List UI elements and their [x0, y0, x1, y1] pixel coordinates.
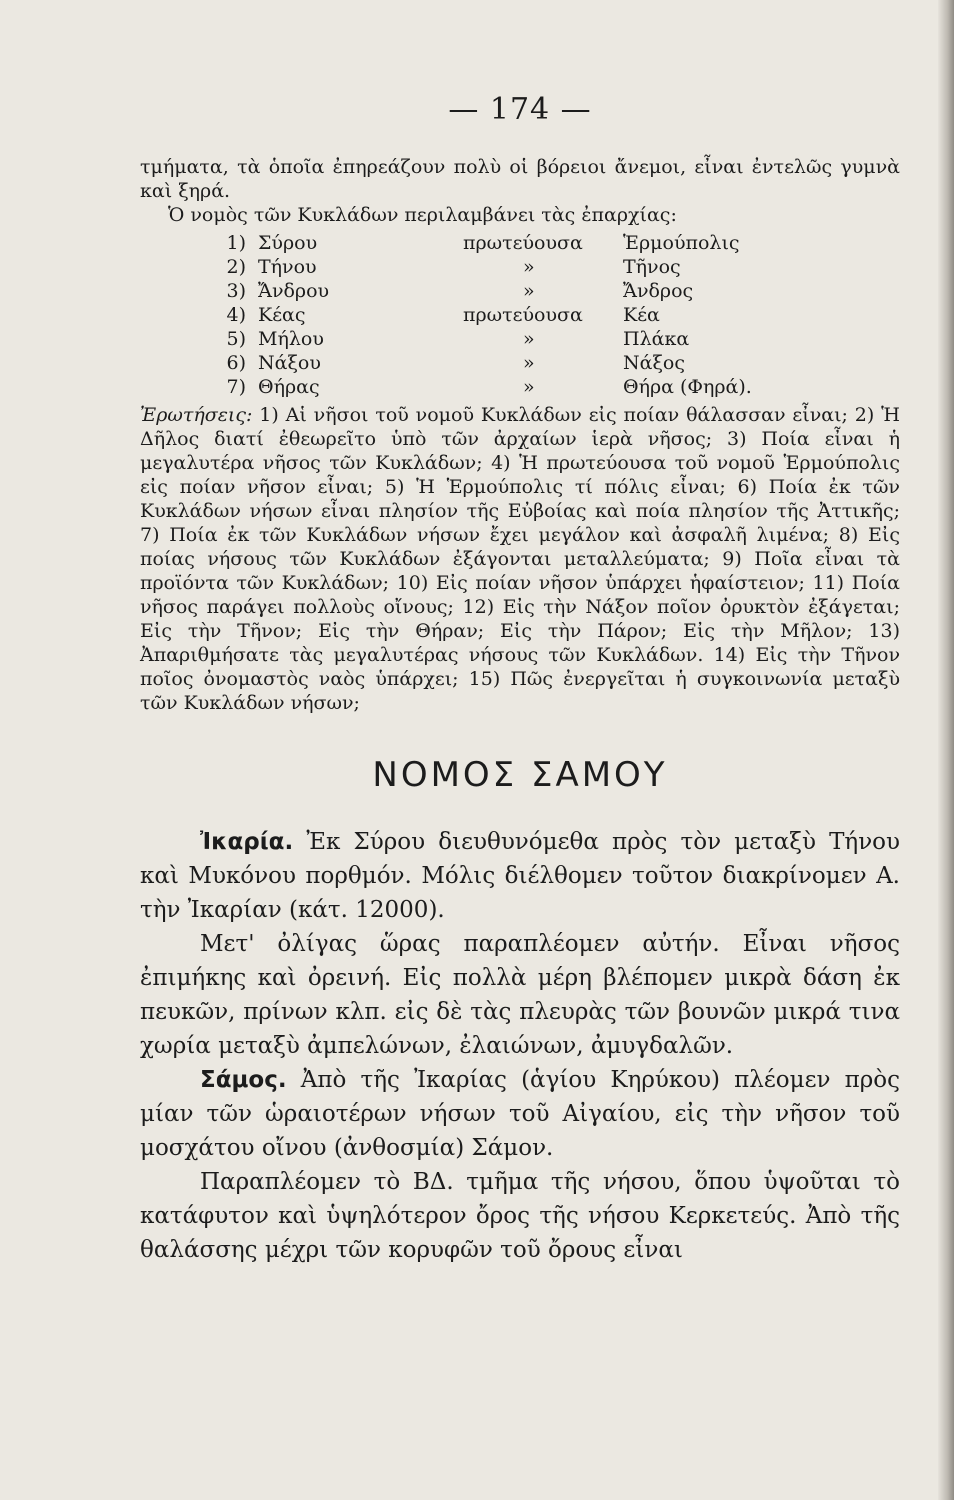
- province-name: Σύρου: [258, 232, 318, 254]
- province-capital: Πλάκα: [623, 328, 690, 350]
- capital-label: »: [523, 328, 535, 350]
- province-capital: Θήρα (Φηρά).: [623, 376, 752, 398]
- province-number: 7): [226, 376, 246, 398]
- questions-label: Ἐρωτήσεις:: [140, 404, 253, 426]
- capital-label: πρωτεύουσα: [463, 304, 583, 326]
- questions-paragraph: [140, 403, 900, 715]
- provinces-lead: Ὁ νομὸς τῶν Κυκλάδων περιλαμβάνει τὰς ἐπαρχίας:: [168, 204, 677, 226]
- ikaria-term: Ἰκαρία.: [200, 829, 294, 855]
- province-name: Θήρας: [258, 376, 320, 398]
- province-name: Τήνου: [258, 256, 317, 278]
- province-number: 5): [226, 328, 246, 350]
- samos-text: Ἀπὸ τῆς Ἰκαρίας (ἁγίου Κηρύκου) πλέομεν πρὸς μίαν τῶν ὡραιοτέρων νήσων τοῦ Αἰγαίου, εἰς τὴν νῆσον τοῦ μοσχάτου οἴνου (ἀνθοσμία) Σάμον.: [140, 1067, 900, 1161]
- book-binding-edge: [938, 0, 954, 1500]
- province-capital: Ἄνδρος: [623, 280, 694, 302]
- province-name: Μήλου: [258, 328, 324, 350]
- province-row: [140, 231, 900, 255]
- ikaria-text: Ἐκ Σύρου διευθυνόμεθα πρὸς τὸν μεταξὺ Τήνου καὶ Μυκόνου πορθμόν. Μόλις διέλθομεν τοῦτον διακρίνομεν Α. τὴν Ἰκαρίαν (κάτ. 12000).: [140, 829, 901, 923]
- capital-label: »: [523, 256, 535, 278]
- capital-label: »: [523, 280, 535, 302]
- province-row: [140, 279, 900, 303]
- questions-text: 1) Αἱ νῆσοι τοῦ νομοῦ Κυκλάδων εἰς ποίαν θάλασσαν εἶναι; 2) Ἡ Δῆλος διατί ἐθεωρεῖτο ὑπὸ τῶν ἀρχαίων ἱερὰ νῆσος; 3) Ποία εἶναι ἡ μεγαλυτέρα νῆσος τῶν Κυκλάδων; 4) Ἡ πρωτεύουσα τοῦ νομοῦ Ἑρμούπολις εἰς ποίαν νῆσον εἶναι; 5) Ἡ Ἑρμούπολις τί πόλις εἶναι; 6) Ποία ἐκ τῶν Κυκλάδων νήσων εἶναι πλησίον τῆς Εὐβοίας καὶ ποία πλησίον τῆς Ἀττικῆς; 7) Ποία ἐκ τῶν Κυκλάδων νήσων ἔχει μεγάλον καὶ ἀσφαλῆ λιμένα; 8) Εἰς ποίας νήσους τῶν Κυκλάδων ἐξάγονται μεταλλεύματα; 9) Ποῖα εἶναι τὰ προϊόντα τῶν Κυκλάδων; 10) Εἰς ποίαν νῆσον ὑπάρχει ἡφαίστειον; 11) Ποία νῆσος παράγει πολλοὺς οἴνους; 12) Εἰς τὴν Νάξον ποῖον ὀρυκτὸν ἐξάγεται; Εἰς τὴν Τῆνον; Εἰς τὴν Θήραν; Εἰς τὴν Πάρον; Εἰς τὴν Μῆλον; 13) Ἀπαριθμήσατε τὰς μεγαλυτέρας νήσους τῶν Κυκλάδων. 14) Εἰς τὴν Τῆνον ποῖος ὀνομαστὸς ναὸς ὑπάρχει; 15) Πῶς ἐνεργεῖται ἡ συγκοινωνία μεταξὺ τῶν Κυκλάδων νήσων;: [140, 404, 900, 714]
- intro-paragraph: τμήματα, τὰ ὁποῖα ἐπηρεάζουν πολὺ οἱ βόρειοι ἄνεμοι, εἶναι ἐντελῶς γυμνὰ καὶ ξηρά.: [140, 156, 900, 202]
- province-name: Ἄνδρου: [258, 280, 330, 302]
- provinces-list: [140, 231, 900, 399]
- province-number: 1): [226, 232, 246, 254]
- province-name: Νάξου: [258, 352, 321, 374]
- book-page: [140, 92, 900, 1267]
- province-row: [140, 327, 900, 351]
- province-row: [140, 255, 900, 279]
- section-heading: ΝΟΜΟΣ ΣΑΜΟΥ: [372, 755, 668, 795]
- province-row: [140, 303, 900, 327]
- province-name: Κέας: [258, 304, 306, 326]
- province-capital: Κέα: [623, 304, 660, 326]
- samos-paragraph: [140, 1063, 900, 1165]
- samos-paragraph-2: Παραπλέομεν τὸ ΒΔ. τμῆμα τῆς νήσου, ὅπου ὑψοῦται τὸ κατάφυτον καὶ ὑψηλότερον ὄρος τῆς νήσου Κερκετεύς. Ἀπὸ τῆς θαλάσσης μέχρι τῶν κορυφῶν τοῦ ὄρους εἶναι: [140, 1169, 900, 1263]
- province-row: [140, 351, 900, 375]
- samos-term: Σάμος.: [200, 1067, 287, 1093]
- province-capital: Νάξος: [623, 352, 686, 374]
- intro-section: [140, 155, 900, 715]
- page-number: — 174 —: [448, 92, 592, 127]
- province-row: [140, 375, 900, 399]
- capital-label: »: [523, 376, 535, 398]
- province-capital: Τῆνος: [623, 256, 681, 278]
- province-number: 3): [226, 280, 246, 302]
- province-capital: Ἑρμούπολις: [623, 232, 740, 254]
- ikaria-paragraph-2: Μετ' ὀλίγας ὥρας παραπλέομεν αὐτήν. Εἶναι νῆσος ἐπιμήκης καὶ ὀρεινή. Εἰς πολλὰ μέρη βλέπομεν μικρὰ δάση ἐκ πευκῶν, πρίνων κλπ. εἰς δὲ τὰς πλευρὰς τῶν βουνῶν μικρά τινα χωρία μεταξὺ ἀμπελώνων, ἐλαιώνων, ἀμυγδαλῶν.: [140, 931, 900, 1059]
- capital-label: πρωτεύουσα: [463, 232, 583, 254]
- ikaria-paragraph: [140, 825, 900, 927]
- province-number: 4): [226, 304, 246, 326]
- capital-label: »: [523, 352, 535, 374]
- samos-section: [140, 825, 900, 1267]
- province-number: 2): [226, 256, 246, 278]
- province-number: 6): [226, 352, 246, 374]
